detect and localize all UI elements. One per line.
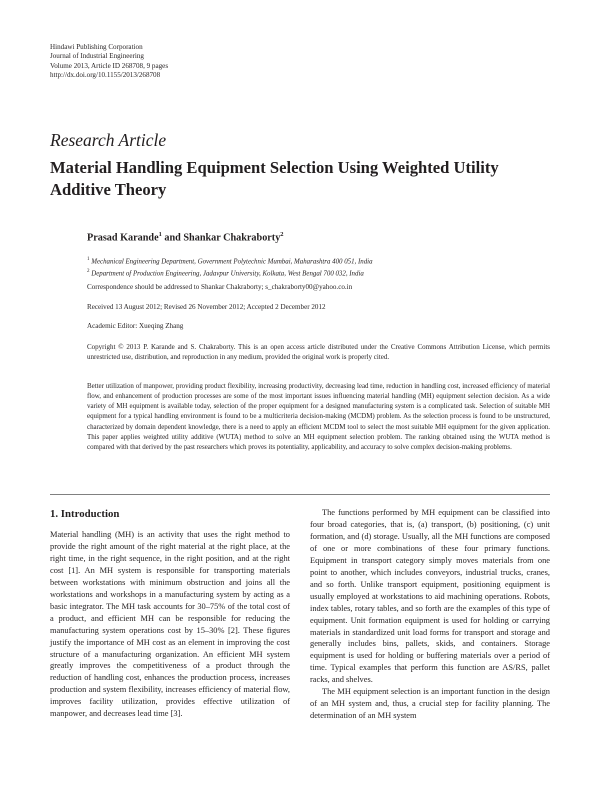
author-name: Prasad Karande xyxy=(87,232,159,244)
affiliation-text: Mechanical Engineering Department, Government Polytechnic Mumbai, Maharashtra 400 051, India xyxy=(89,258,373,266)
academic-editor: Academic Editor: Xueqing Zhang xyxy=(87,322,184,330)
author-conjunction: and xyxy=(161,232,184,244)
volume-info: Volume 2013, Article ID 268708, 9 pages xyxy=(50,61,169,70)
journal-name: Journal of Industrial Engineering xyxy=(50,52,144,61)
author-list xyxy=(87,231,284,243)
correspondence: Correspondence should be addressed to Shankar Chakraborty; s_chakraborty00@yahoo.co.in xyxy=(87,283,353,291)
body-paragraph: The functions performed by MH equipment can be classified into four broad categories, that is, (a) transport, (b) positioning, (c) unit formation, and (d) storage. Usually, all the MH functions are composed of one or more combinations of these four primary functions. Equipment in transport category simply moves materials from one point to another, which includes conveyors, industrial trucks, cranes, and so forth. Unlike transport equipment, positioning equipment is usually employed at workstations to aid machining operations. Robots, index tables, rotary tables, and so forth are the examples of this type of equipment. Unit formation equipment is used for holding or carrying materials in standardized unit load forms for transport and storage and generally includes bins, pallets, skids, and containers. Storage equipment is used for holding or buffering materials over a period of time. Typical examples that perform this function are AS/RS, pallet racks, and shelves. xyxy=(310,508,550,685)
journal-header xyxy=(50,43,350,81)
paper-title: Material Handling Equipment Selection Using Weighted Utility Additive Theory xyxy=(50,158,499,199)
affiliation-marker: 1 xyxy=(87,257,90,262)
affiliations xyxy=(87,255,547,280)
body-paragraph: Material handling (MH) is an activity that uses the right method to provide the right amount of the right material at the right place, at the right time, in the right sequence, in the right position, and at the right cost [1]. An MH system is responsible for transporting materials between workstations with minimum obstruction and joins all the workstations and workshops in a manufacturing system by acting as a basic integrator. The MH task accounts for 30–75% of the total cost of a product, and efficient MH can be responsible for reducing the manufacturing system operations cost by 15–30% [2]. These figures justify the importance of MH cost as an element in improving the cost structure of a manufacturing organization. An efficient MH system greatly improves the competitiveness of a product through the reduction of handling cost, enhances the production process, increases production and system flexibility, increases efficiency of material flow, improves facility utilization, provides effective utilization of manpower, and decreases lead time [3]. xyxy=(50,530,290,719)
affiliation-line xyxy=(87,267,547,279)
affiliation-line xyxy=(87,255,547,267)
abstract: Better utilization of manpower, providing product flexibility, increasing productivity, decreasing lead time, reduction in handling cost, increased efficiency of material flow, and enhancement of production processes are some of the most important issues influencing material handling (MH) equipment selection decision. As a wide variety of MH equipment is available today, selection of the proper equipment for a designed manufacturing system is a complicated task. Selection of suitable MH equipment for a typical handling environment is found to be a multicriteria decision-making (MCDM) problem. As the selection process is found to be unstructured, characterized by domain dependent knowledge, there is a need to apply an efficient MCDM tool to select the most suitable MH equipment for the given application. This paper applies weighted utility additive (WUTA) method to solve an MH equipment selection problem. The ranking obtained using the WUTA method is compared with that derived by the past researchers which proves its potentiality, applicability, and accuracy to solve complex decision-making problems. xyxy=(87,382,550,451)
doi-link[interactable]: http://dx.doi.org/10.1155/2013/268708 xyxy=(50,71,161,80)
author-name: Shankar Chakraborty xyxy=(183,232,281,244)
affiliation-text: Department of Production Engineering, Jadavpur University, Kolkata, West Bengal 700 032, India xyxy=(89,270,364,278)
section-heading: 1. Introduction xyxy=(50,508,120,520)
body-column-left xyxy=(50,529,290,720)
body-paragraph: The MH equipment selection is an important function in the design of an MH system and, thus, a crucial step for facility planning. The determination of an MH system xyxy=(310,687,550,721)
affiliation-marker: 1 xyxy=(158,231,162,238)
section-divider xyxy=(50,494,550,495)
affiliation-marker: 2 xyxy=(87,269,90,275)
body-column-right xyxy=(310,507,550,722)
article-type: Research Article xyxy=(50,130,167,150)
article-dates: Received 13 August 2012; Revised 26 November 2012; Accepted 2 December 2012 xyxy=(87,303,326,311)
copyright-notice: Copyright © 2013 P. Karande and S. Chakraborty. This is an open access article distributed under the Creative Commons Attribution License, which permits unrestricted use, distribution, and reproduction in any medium, provided the original work is properly cited. xyxy=(87,343,550,362)
publisher-name: Hindawi Publishing Corporation xyxy=(50,43,143,51)
affiliation-marker: 2 xyxy=(280,231,284,238)
